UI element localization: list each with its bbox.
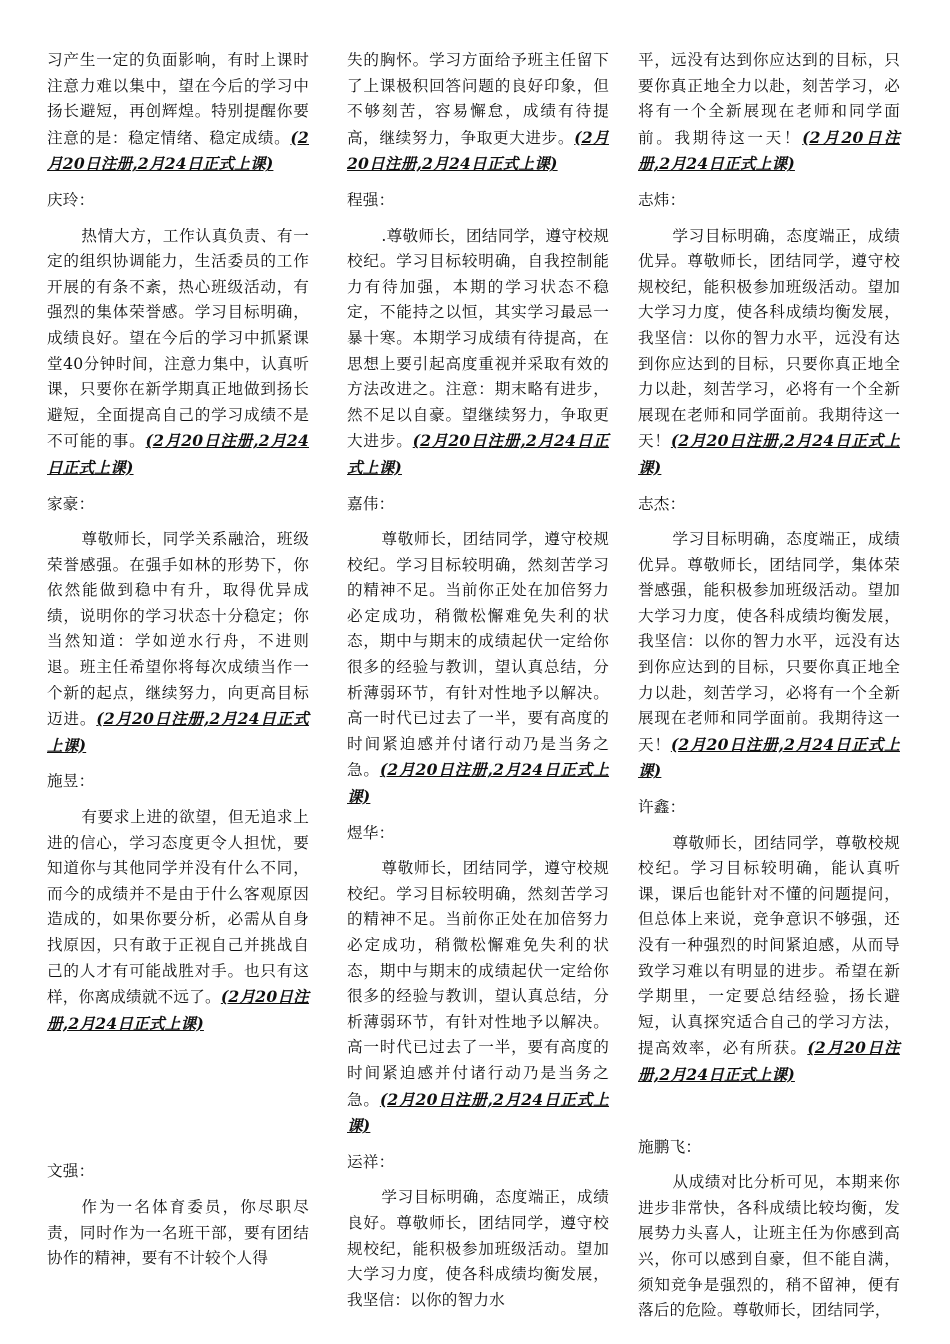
registration-note: (2月20日注册,2月24日正式上课) bbox=[347, 127, 609, 174]
comment-paragraph: 热情大方，工作认真负责、有一定的组织协调能力，生活委员的工作开展的有条不紊，热心班级活动，有强烈的集体荣誉感。学习目标明确，成绩良好。望在今后的学习中抓紧课堂40分钟时间，注意力集中，认真听课，只要你在新学期真正地做到扬长避短，全面提高自己的学习成绩不是不可能的事。(2月20日注册,2月24日正式上课) bbox=[47, 226, 309, 477]
column-1 bbox=[47, 48, 309, 1282]
student-name: 运祥： bbox=[347, 1152, 395, 1171]
student-name: 施鹏飞： bbox=[638, 1137, 702, 1156]
student-name: 家豪： bbox=[47, 494, 95, 513]
comment-paragraph: 学习目标明确，态度端正，成绩优异。尊敬师长，团结同学，集体荣誉感强，能积极参加班级活动。望加大学习力度，使各科成绩均衡发展，我坚信：以你的智力水平，远没有达到你应达到的目标，只要你真正地全力以赴，刻苦学习，必将有一个全新展现在老师和同学面前。我期待这一天！(2月20日注册,2月24日正式上课) bbox=[638, 530, 900, 781]
comment-paragraph: 从成绩对比分析可见，本期来你进步非常快，各科成绩比较均衡，发展势力头喜人，让班主任为你感到高兴，你可以感到自豪，但不能自满，须知竞争是强烈的，稍不留神，便有落后的危险。尊敬师长，团结同学， bbox=[638, 1173, 900, 1320]
registration-note: (2月20日注册,2月24日正式上课) bbox=[638, 1038, 900, 1084]
registration-note: (2月20日注册,2月24日正式上课) bbox=[47, 431, 309, 477]
column-2 bbox=[347, 48, 609, 1323]
comment-paragraph: 学习目标明确，态度端正，成绩优异。尊敬师长，团结同学，遵守校规校纪，能积极参加班级活动。望加大学习力度，使各科成绩均衡发展，我坚信：以你的智力水平，远没有达到你应达到的目标，只要你真正地全力以赴，刻苦学习，必将有一个全新展现在老师和同学面前。我期待这一天！(2月20日注册,2月24日正式上课) bbox=[638, 226, 900, 477]
student-name: 许鑫： bbox=[638, 798, 686, 817]
continued-comment: 失的胸怀。学习方面给予班主任留下了上课极积回答问题的良好印象，但不够刻苦，容易懈怠，成绩有待提高，继续努力，争取更大进步。(2月20日注册,2月24日正式上课) bbox=[347, 51, 609, 174]
registration-note: (2月20日注册,2月24日正式上课) bbox=[47, 127, 309, 174]
comment-paragraph: 尊敬师长，团结同学，遵守校规校纪。学习目标较明确，然刻苦学习的精神不足。当前你正处在加倍努力必定成功，稍微松懈难免失利的状态，期中与期末的成绩起伏一定给你很多的经验与教训，望认真总结，分析薄弱环节，有针对性地予以解决。高一时代已过去了一半，要有高度的时间紧迫感并付诸行动乃是当务之急。(2月20日注册,2月24日正式上课) bbox=[347, 530, 609, 807]
comment-paragraph: 尊敬师长，同学关系融洽，班级荣誉感强。在强手如林的形势下，你依然能做到稳中有升，取得优异成绩，说明你的学习状态十分稳定；你当然知道：学如逆水行舟，不进则退。班主任希望你将每次成绩当作一个新的起点，继续努力，向更高目标迈进。(2月20日注册,2月24日正式上课) bbox=[47, 530, 309, 755]
comment-paragraph: 作为一名体育委员，你尽职尽责，同时作为一名班干部，要有团结协作的精神，要有不计较个人得 bbox=[47, 1197, 309, 1268]
student-name: 程强： bbox=[347, 190, 395, 209]
comment-paragraph: 尊敬师长，团结同学，遵守校规校纪。学习目标较明确，然刻苦学习的精神不足。当前你正处在加倍努力必定成功，稍微松懈难免失利的状态，期中与期末的成绩起伏一定给你很多的经验与教训，望认真总结，分析薄弱环节，有针对性地予以解决。高一时代已过去了一半，要有高度的时间紧迫感并付诸行动乃是当务之急。(2月20日注册,2月24日正式上课) bbox=[347, 859, 609, 1136]
registration-note: (2月20日注册,2月24日正式上课) bbox=[47, 709, 309, 755]
student-name: 煜华： bbox=[347, 823, 395, 842]
blank-space bbox=[638, 1099, 900, 1135]
student-name: 庆玲： bbox=[47, 190, 95, 209]
comment-paragraph: 尊敬师长，团结同学，尊敬校规校纪。学习目标较明确，能认真听课，课后也能针对不懂的问题提问，但总体上来说，竞争意识不够强，还没有一种强烈的时间紧迫感，从而导致学习难以有明显的进步。希望在新学期里，一定要总结经验，扬长避短，认真探究适合自己的学习方法，提高效率，必有所获。(2月20日注册,2月24日正式上课) bbox=[638, 833, 900, 1084]
comment-paragraph: 学习目标明确，态度端正，成绩良好。尊敬师长，团结同学，遵守校规校纪，能积极参加班级活动。望加大学习力度，使各科成绩均衡发展，我坚信：以你的智力水 bbox=[347, 1188, 609, 1309]
continued-comment: 平，远没有达到你应达到的目标，只要你真正地全力以赴，刻苦学习，必将有一个全新展现在老师和同学面前。我期待这一天！(2月20日注册,2月24日正式上课) bbox=[638, 51, 900, 174]
registration-note: (2月20日注册,2月24日正式上课) bbox=[638, 127, 900, 174]
column-3 bbox=[638, 48, 900, 1334]
comment-paragraph: .尊敬师长，团结同学，遵守校规校纪。学习目标较明确，自我控制能力有待加强，本期的学习状态不稳定，不能持之以恒，其实学习最忌一暴十寒。本期学习成绩有待提高，在思想上要引起高度重视并采取有效的方法改进之。注意：期末略有进步，然不足以自豪。望继续努力，争取更大进步。(2月20日注册,2月24日正式上课) bbox=[347, 226, 609, 477]
registration-note: (2月20日注册,2月24日正式上课) bbox=[47, 987, 309, 1033]
comment-paragraph: 有要求上进的欲望，但无追求上进的信心，学习态度更令人担忧，要知道你与其他同学并没有什么不同，而今的成绩并不是由于什么客观原因造成的，如果你要分析，必需从自身找原因，只有敢于正视自己并挑战自己的人才有可能战胜对手。也只有这样，你离成绩就不远了。(2月20日注册,2月24日正式上课) bbox=[47, 808, 309, 1033]
blank-space bbox=[47, 1047, 309, 1159]
registration-note: (2月20日注册,2月24日正式上课) bbox=[638, 431, 900, 477]
student-name: 志炜： bbox=[638, 190, 686, 209]
student-name: 志杰： bbox=[638, 494, 686, 513]
registration-note: (2月20日注册,2月24日正式上课) bbox=[347, 1089, 609, 1136]
student-name: 施昱： bbox=[47, 772, 95, 791]
continued-comment: 习产生一定的负面影响，有时上课时注意力难以集中，望在今后的学习中扬长避短，再创辉煌。特别提醒你要注意的是：稳定情绪、稳定成绩。(2月20日注册,2月24日正式上课) bbox=[47, 51, 309, 174]
registration-note: (2月20日注册,2月24日正式上课) bbox=[638, 734, 900, 781]
student-name: 文强： bbox=[47, 1162, 95, 1181]
registration-note: (2月20日注册,2月24日正式上课) bbox=[347, 760, 609, 807]
registration-note: (2月20日注册,2月24日正式上课) bbox=[347, 431, 609, 477]
student-name: 嘉伟： bbox=[347, 494, 395, 513]
